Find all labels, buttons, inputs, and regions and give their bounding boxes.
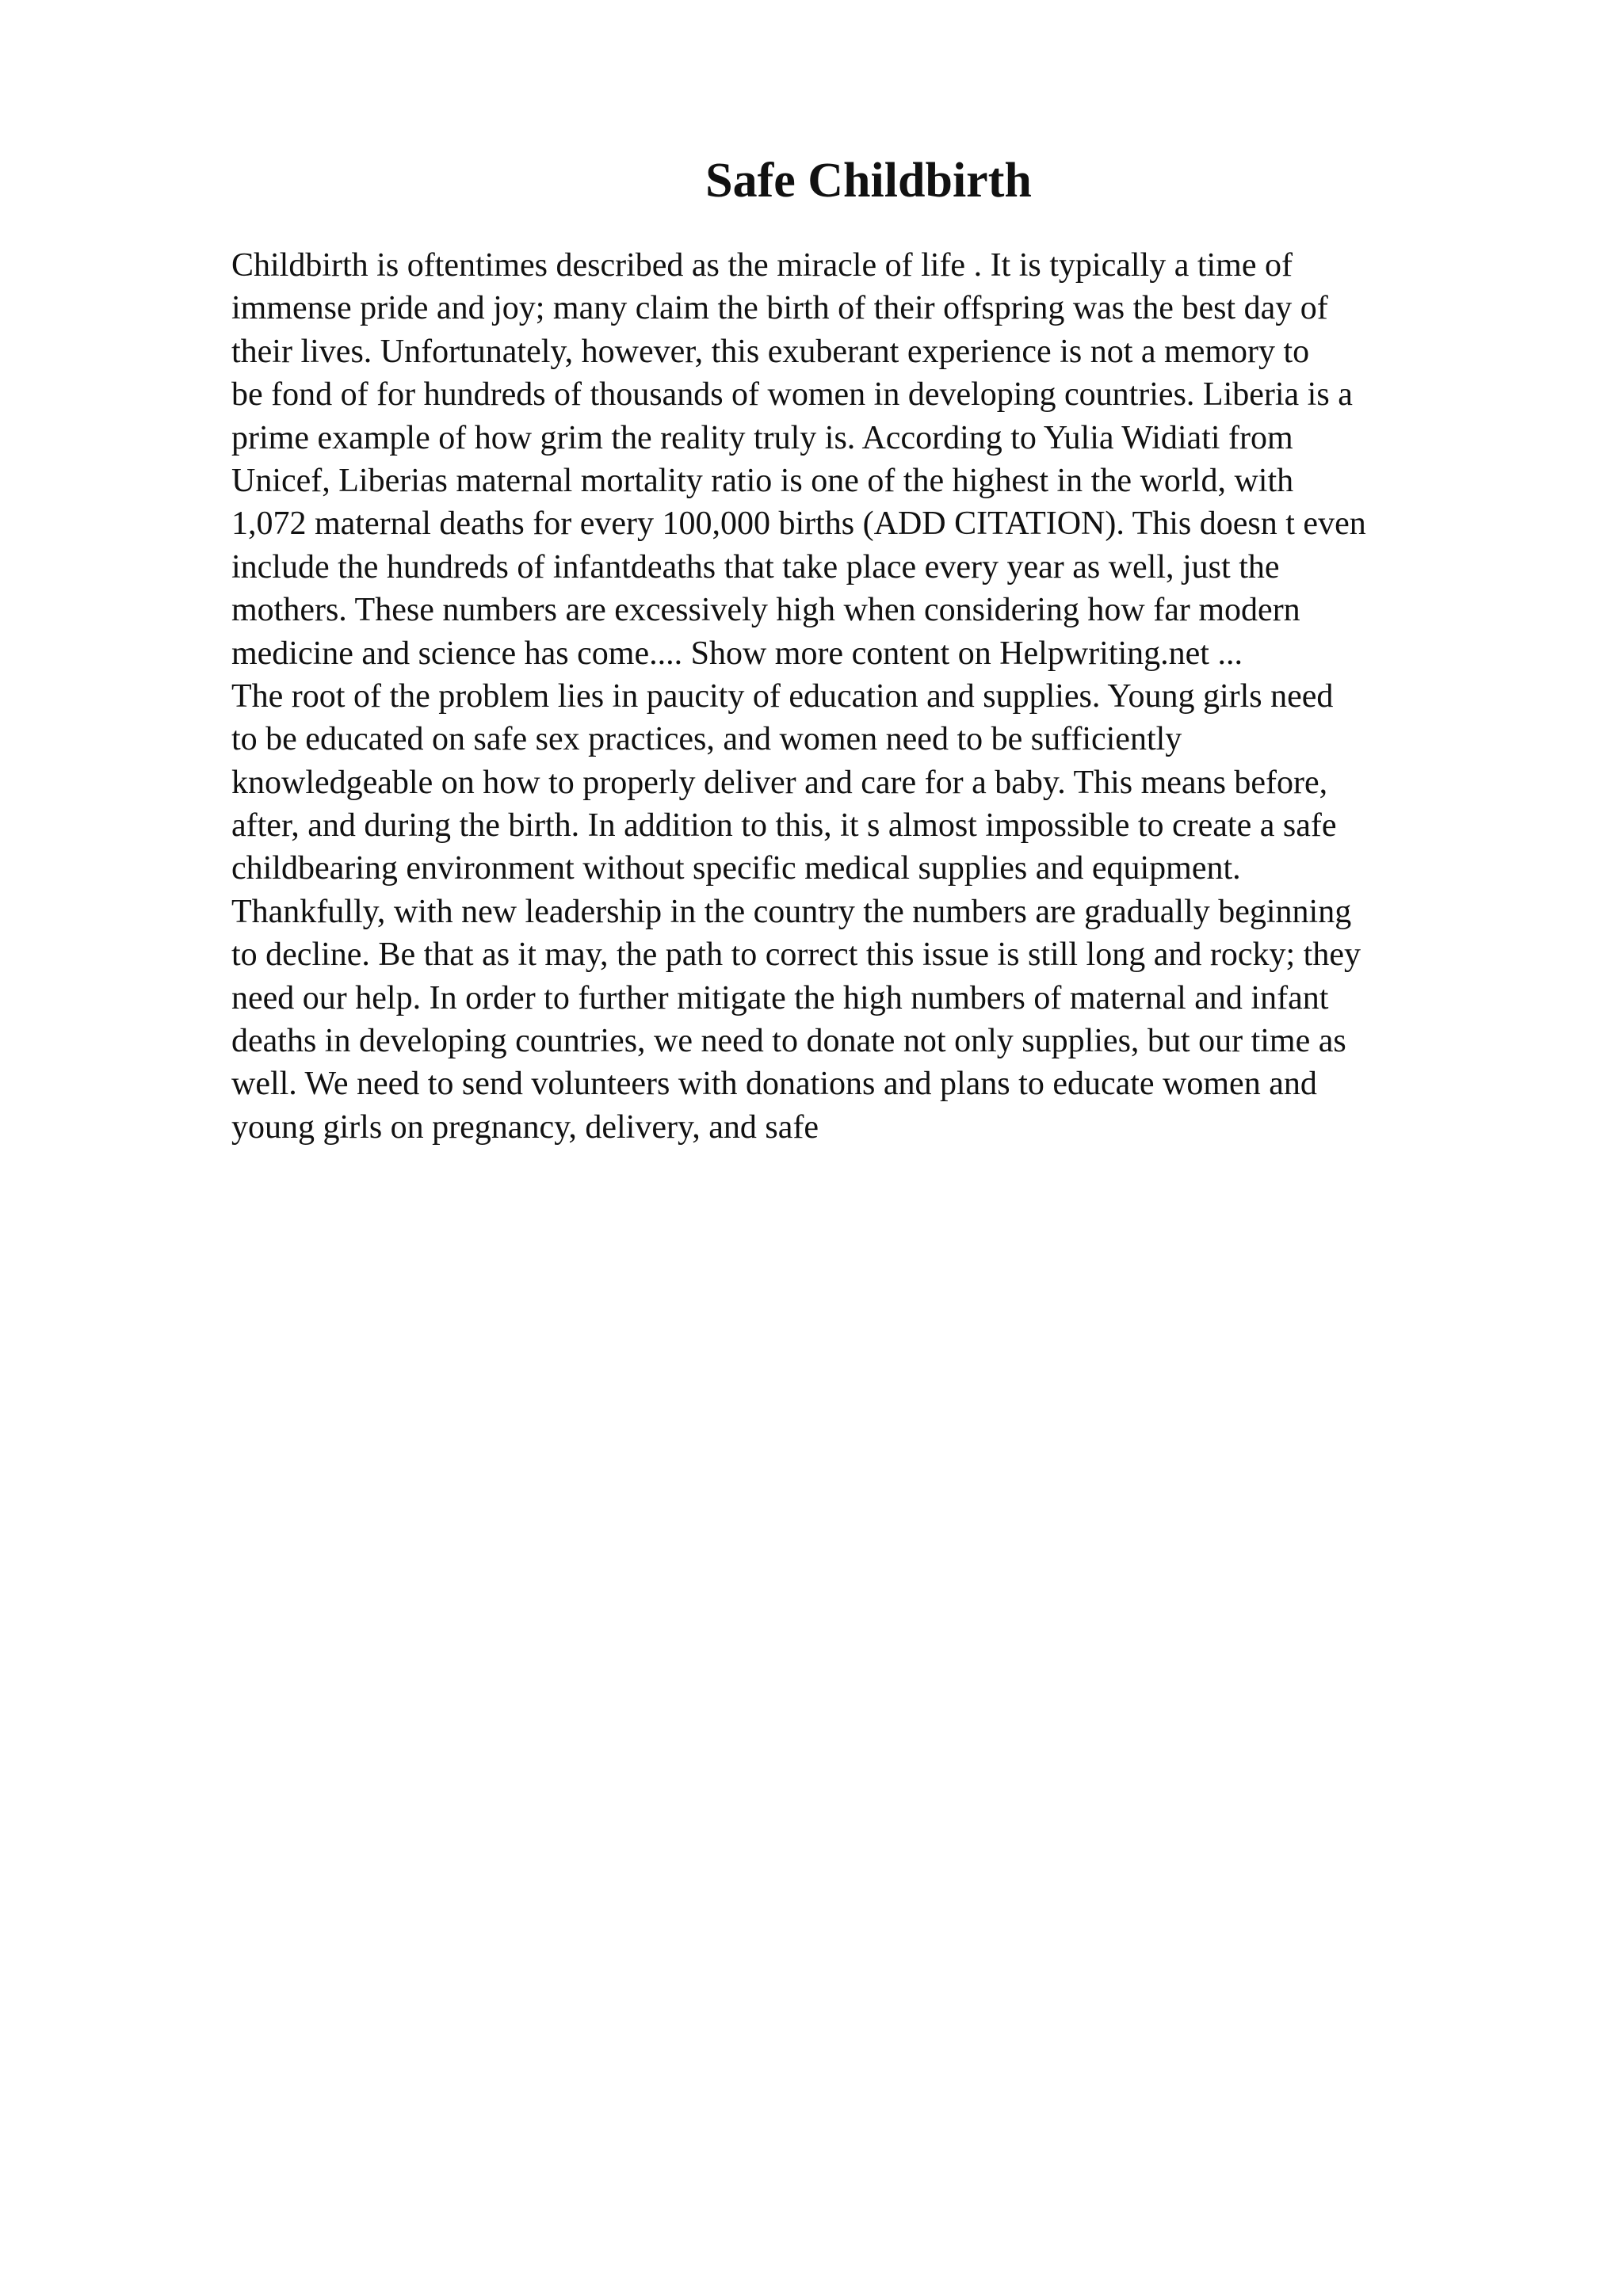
body-line: need our help. In order to further mitigate the high numbers of maternal and infant <box>231 979 1329 1016</box>
body-line: to decline. Be that as it may, the path to correct this issue is still long and rocky; they <box>231 936 1361 974</box>
body-line: mothers. These numbers are excessively high when considering how far modern <box>231 592 1300 629</box>
document-body <box>231 244 1594 1149</box>
body-line: Thankfully, with new leadership in the country the numbers are gradually beginning <box>231 893 1352 930</box>
body-line: their lives. Unfortunately, however, this exuberant experience is not a memory to <box>231 333 1310 370</box>
body-line: medicine and science has come.... Show more content on Helpwriting.net ... <box>231 635 1243 672</box>
body-line: knowledgeable on how to properly deliver and care for a baby. This means before, <box>231 764 1328 801</box>
body-line: 1,072 maternal deaths for every 100,000 births (ADD CITATION). This doesn t even <box>231 505 1366 543</box>
body-line: include the hundreds of infantdeaths that take place every year as well, just the <box>231 548 1280 585</box>
body-line: to be educated on safe sex practices, and women need to be sufficiently <box>231 721 1182 758</box>
body-line: immense pride and joy; many claim the birth of their offspring was the best day of <box>231 290 1328 327</box>
body-line: well. We need to send volunteers with donations and plans to educate women and <box>231 1066 1317 1103</box>
document-title: Safe Childbirth <box>705 154 1032 208</box>
body-line: childbearing environment without specific medical supplies and equipment. <box>231 850 1241 887</box>
body-line: young girls on pregnancy, delivery, and safe <box>231 1108 819 1146</box>
body-line: be fond of for hundreds of thousands of women in developing countries. Liberia is a <box>231 376 1353 414</box>
body-line: after, and during the birth. In addition to this, it s almost impossible to create a safe <box>231 807 1337 845</box>
body-line: deaths in developing countries, we need to donate not only supplies, but our time as <box>231 1023 1346 1060</box>
body-line: The root of the problem lies in paucity of education and supplies. Young girls need <box>231 677 1334 715</box>
body-line: Unicef, Liberias maternal mortality ratio is one of the highest in the world, with <box>231 462 1294 499</box>
body-line: Childbirth is oftentimes described as the miracle of life . It is typically a time of <box>231 247 1293 284</box>
body-line: prime example of how grim the reality truly is. According to Yulia Widiati from <box>231 419 1293 456</box>
